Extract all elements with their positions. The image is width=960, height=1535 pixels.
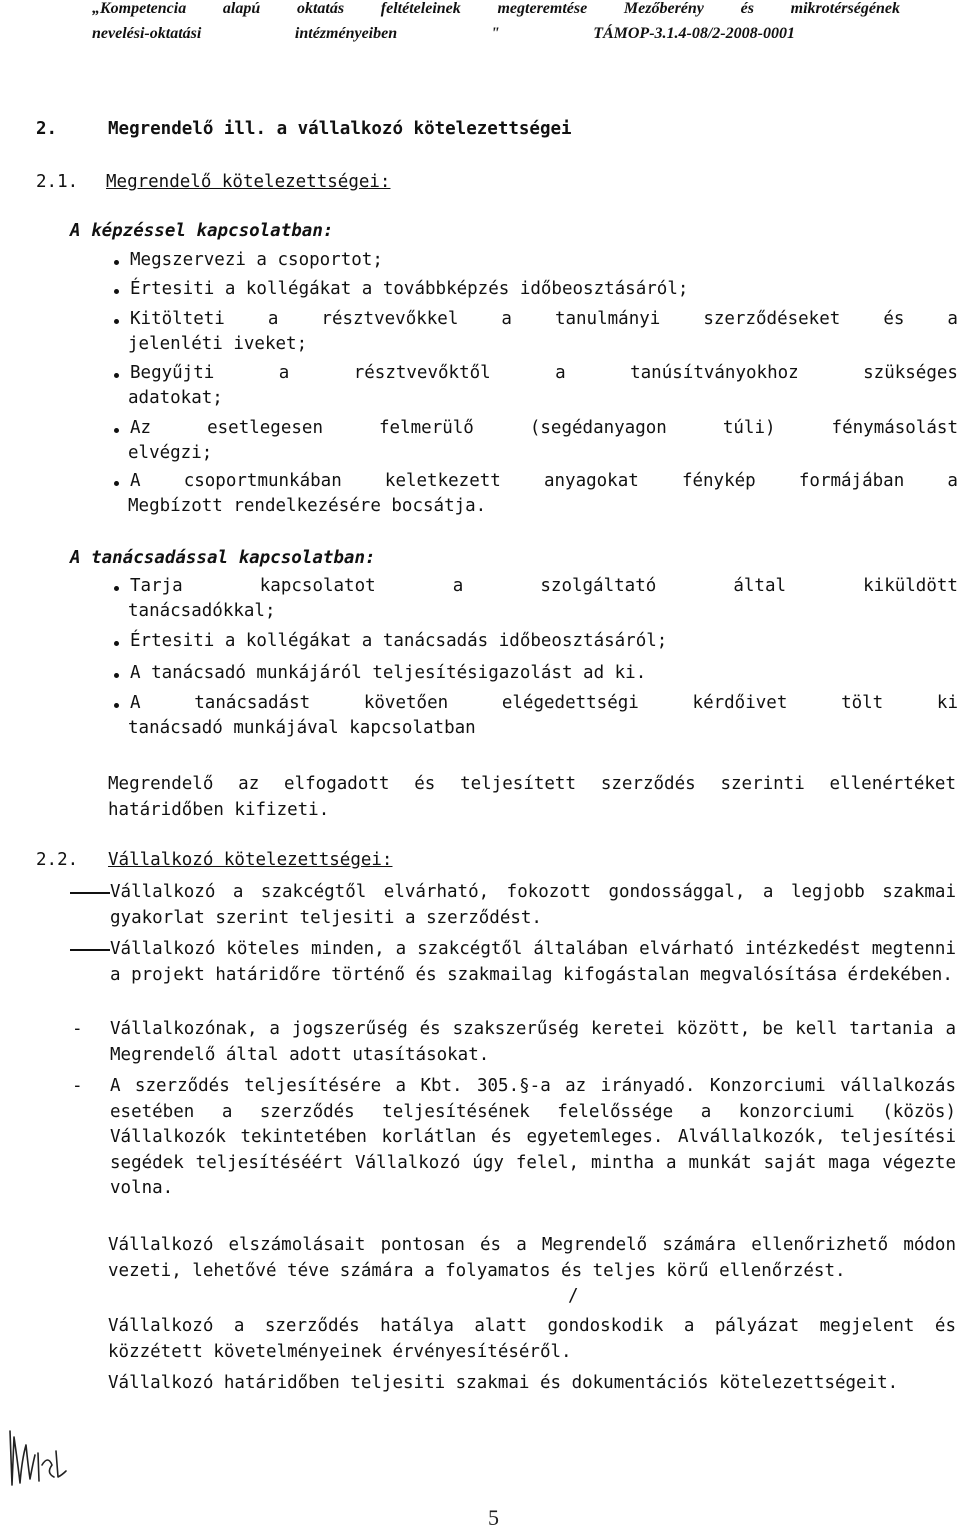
list-item-word: tanulmányi [554, 309, 661, 329]
header-line-2 [92, 25, 795, 43]
list-item-word: résztvevőkkel [321, 309, 459, 329]
long-dash-marker [70, 892, 110, 894]
list-item-word: Megbízott rendelkezésére bocsátja. [128, 496, 487, 516]
bullet-icon [114, 289, 119, 294]
list-item-word: fénykép [681, 471, 756, 491]
list-item-line [128, 443, 212, 463]
list-item-word: Megszervezi a csoportot; [130, 250, 383, 270]
list-item-word: tanácsadó munkájával kapcsolatban [128, 718, 476, 738]
list-item-word: A tanácsadó munkájáról teljesítésigazolást ad ki. [130, 663, 647, 683]
stray-mark: / [568, 1286, 579, 1306]
list-item-word: Az [130, 418, 152, 438]
list-item-line [130, 693, 958, 713]
list-item-word: a [501, 309, 512, 329]
header-word: " [490, 25, 500, 42]
list-item-word: és [883, 309, 905, 329]
list-item-word: anyagokat [543, 471, 639, 491]
bullet-icon [114, 428, 119, 433]
list-item-word: A [130, 693, 141, 713]
bullet-icon [114, 641, 119, 646]
obligation-text: Vállalkozónak, a jogszerűség és szakszerűség keretei között, be kell tartania a Megrendelő által adott utasításokat. [110, 1019, 956, 1065]
bullet-icon [114, 703, 119, 708]
list-item-word: túli) [722, 418, 776, 438]
list-item-word: kérdőivet [692, 693, 788, 713]
list-item-word: formájában [798, 471, 905, 491]
list-item-word: a [947, 309, 958, 329]
header-word: nevelési-oktatási [92, 25, 202, 42]
bullet-icon [114, 260, 119, 265]
list-item-word: A [130, 471, 141, 491]
list-item-word: adatokat; [128, 388, 223, 408]
list-item-word: szolgáltató [540, 576, 657, 596]
bullet-icon [114, 373, 119, 378]
list-item-line [130, 309, 958, 329]
list-item-word: ki [936, 693, 958, 713]
list-item-word: fénymásolást [831, 418, 958, 438]
list-item-word: a [452, 576, 464, 596]
list-item-word: tanácsadást [194, 693, 311, 713]
list-item-line [130, 279, 688, 299]
list-item-word: elvégzi; [128, 443, 213, 463]
list-item-line [128, 496, 486, 516]
list-item-word: a [267, 309, 279, 329]
list-item-word: a [278, 363, 290, 383]
list-item-line [128, 601, 276, 621]
list-item-line [128, 334, 307, 354]
payment-paragraph: Megrendelő az elfogadott és teljesített szerződés szerinti ellenértéket határidőben kifizeti. [108, 774, 956, 820]
hyphen-marker: - [72, 1019, 83, 1039]
header-word: megteremtése [497, 0, 588, 17]
list-item-line [130, 631, 667, 651]
documentation-paragraph: Vállalkozó határidőben teljesiti szakmai és dokumentációs kötelezettségeit. [108, 1373, 899, 1393]
bullet-icon [114, 481, 119, 486]
list-item-line [128, 388, 223, 408]
header-line-1 [92, 0, 900, 18]
list-item-line [130, 250, 383, 270]
list-item-line [128, 718, 476, 738]
obligation-text: Vállalkozó köteles minden, a szakcégtől általában elvárható intézkedést megtenni a projekt határidőre történő és szakmailag kifogástalan megvalósítása érdekében. [110, 939, 956, 985]
page-number: 5 [488, 1505, 499, 1530]
list-item-word: tölt [841, 693, 884, 713]
section-2-2-number: 2.2. [36, 850, 79, 870]
list-item-word: felmerülő [379, 418, 474, 438]
list-item-word: Begyűjti [130, 363, 215, 383]
list-item-word: Kitölteti [130, 309, 225, 329]
training-heading: A képzéssel kapcsolatban: [70, 221, 334, 241]
header-word: TÁMOP-3.1.4-08/2-2008-0001 [593, 25, 795, 42]
section-2-2-title: Vállalkozó kötelezettségei: [108, 850, 393, 870]
hyphen-marker: - [72, 1076, 83, 1096]
list-item-word: a [947, 471, 958, 491]
list-item-line [130, 663, 646, 683]
list-item-word: csoportmunkában [183, 471, 342, 491]
header-word: Mezőberény [623, 0, 704, 17]
header-word: oktatás [296, 0, 345, 17]
list-item-word: Értesiti a kollégákat a tanácsadás időbeosztásáról; [130, 631, 668, 651]
list-item-word: tanácsadókkal; [128, 601, 276, 621]
header-word: és [740, 0, 754, 17]
consulting-heading: A tanácsadással kapcsolatban: [70, 548, 376, 568]
list-item-line [130, 576, 958, 596]
list-item-line [130, 418, 958, 438]
list-item-word: Tarja [130, 576, 183, 596]
bullet-icon [114, 586, 119, 591]
section-2-1-number: 2.1. [36, 172, 79, 192]
list-item-word: esetlegesen [207, 418, 323, 438]
bullet-icon [114, 673, 119, 678]
header-word: mikrotérségének [790, 0, 900, 17]
obligation-text: Vállalkozó a szakcégtől elvárható, fokozott gondossággal, a legjobb szakmai gyakorlat szerint teljesiti a szerződést. [110, 882, 956, 928]
list-item-word: szerződéseket [703, 309, 841, 329]
list-item-word: (segédanyagon [529, 418, 667, 438]
list-item-word: kiküldött [863, 576, 958, 596]
list-item-word: keletkezett [384, 471, 501, 491]
list-item-word: résztvevőktől [353, 363, 491, 383]
bullet-icon [114, 319, 119, 324]
header-word: feltételeinek [380, 0, 461, 17]
list-item-line [130, 471, 958, 491]
section-2-title: Megrendelő ill. a vállalkozó kötelezettségei [108, 119, 572, 139]
header-word: „Kompetencia [92, 0, 187, 17]
header-word: intézményeiben [294, 25, 398, 42]
list-item-word: a [555, 363, 566, 383]
list-item-word: szükséges [863, 363, 958, 383]
requirements-paragraph: Vállalkozó a szerződés hatálya alatt gondoskodik a pályázat megjelent és közzétett követelményeinek érvényesítéséről. [108, 1316, 956, 1362]
list-item-word: elégedettségi [501, 693, 639, 713]
long-dash-marker [70, 949, 110, 951]
list-item-word: Értesiti a kollégákat a továbbképzés időbeosztásáról; [130, 279, 689, 299]
list-item-word: követően [363, 693, 449, 713]
list-item-word: által [733, 576, 787, 596]
obligation-text: A szerződés teljesítésére a Kbt. 305.§-a az irányadó. Konzorciumi vállalkozás esetében a szerződés teljesítésének felelőssége a konzorciumi (közös) Vállalkozók tekintetében korlátlan és egyetemleges. Alvállalkozók, teljesítési segédek teljesítéséért Vállalkozó úgy felel, mintha a munkát saját maga végezte volna. [110, 1076, 956, 1198]
list-item-word: tanúsítványokhoz [630, 363, 799, 383]
accounting-paragraph: Vállalkozó elszámolásait pontosan és a Megrendelő számára ellenőrizhető módon vezeti, lehetővé téve számára a folyamatos és teljes körű ellenőrzést. [108, 1235, 956, 1281]
signature-image [2, 1425, 72, 1495]
section-2-number: 2. [36, 119, 58, 139]
section-2-1-title: Megrendelő kötelezettségei: [106, 172, 391, 192]
list-item-word: jelenléti iveket; [128, 334, 308, 354]
header-word: alapú [222, 0, 261, 17]
list-item-word: kapcsolatot [259, 576, 376, 596]
list-item-line [130, 363, 958, 383]
